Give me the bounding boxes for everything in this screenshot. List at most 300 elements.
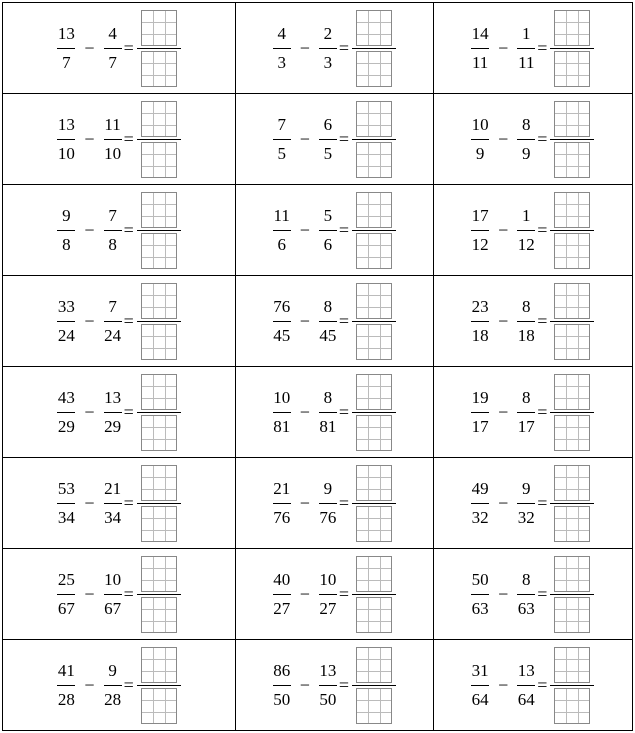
equals-sign: = — [123, 219, 134, 240]
answer-denominator-box[interactable] — [356, 506, 392, 542]
answer-fraction — [550, 192, 594, 269]
denominator: 5 — [277, 143, 286, 163]
subtraction-problem — [434, 647, 632, 724]
minus-sign: − — [84, 674, 95, 695]
fraction-bar — [104, 685, 122, 686]
minuend-fraction — [57, 297, 75, 346]
answer-denominator-box[interactable] — [141, 688, 177, 724]
fraction-bar — [471, 139, 489, 140]
denominator: 18 — [471, 325, 489, 345]
minus-sign: − — [299, 583, 310, 604]
answer-numerator-box[interactable] — [141, 192, 177, 228]
denominator: 45 — [273, 325, 291, 345]
answer-denominator-box[interactable] — [141, 506, 177, 542]
answer-fraction — [137, 10, 181, 87]
problem-cell — [236, 276, 433, 367]
fraction-bar — [104, 412, 122, 413]
fraction-bar — [319, 48, 337, 49]
answer-numerator-box[interactable] — [141, 556, 177, 592]
equals-sign: = — [338, 37, 349, 58]
subtraction-problem — [3, 556, 235, 633]
denominator: 81 — [319, 416, 337, 436]
equals-sign: = — [537, 310, 548, 331]
minus-sign: − — [299, 492, 310, 513]
subtrahend-fraction — [517, 661, 535, 710]
subtrahend-fraction — [104, 661, 122, 710]
numerator: 13 — [319, 660, 337, 680]
numerator: 11 — [104, 114, 121, 134]
fraction-bar — [273, 503, 291, 504]
denominator: 18 — [517, 325, 535, 345]
answer-numerator-box[interactable] — [554, 556, 590, 592]
subtrahend-fraction — [319, 24, 337, 73]
problem-cell — [3, 276, 236, 367]
minuend-fraction — [471, 570, 489, 619]
numerator: 9 — [108, 660, 117, 680]
fraction-bar — [57, 321, 75, 322]
denominator: 50 — [319, 689, 337, 709]
answer-denominator-box[interactable] — [554, 51, 590, 87]
fraction-bar — [471, 503, 489, 504]
fraction-bar — [104, 139, 122, 140]
fraction-bar — [319, 321, 337, 322]
answer-numerator-box[interactable] — [356, 283, 392, 319]
problem-cell — [433, 367, 632, 458]
fraction-bar — [517, 685, 535, 686]
denominator: 17 — [471, 416, 489, 436]
numerator: 23 — [471, 296, 489, 316]
minuend-fraction — [471, 661, 489, 710]
answer-denominator-box[interactable] — [356, 324, 392, 360]
fraction-bar — [352, 685, 396, 686]
fraction-bar — [104, 321, 122, 322]
numerator: 11 — [273, 205, 290, 225]
fraction-bar — [137, 503, 181, 504]
minuend-fraction — [471, 479, 489, 528]
equals-sign: = — [123, 674, 134, 695]
fraction-bar — [471, 594, 489, 595]
denominator: 34 — [57, 507, 75, 527]
fraction-bar — [550, 503, 594, 504]
numerator: 21 — [104, 478, 122, 498]
minuend-fraction — [471, 115, 489, 164]
denominator: 10 — [104, 143, 122, 163]
subtraction-problem — [434, 374, 632, 451]
answer-fraction — [352, 10, 396, 87]
minus-sign: − — [498, 219, 509, 240]
answer-numerator-box[interactable] — [554, 647, 590, 683]
minus-sign: − — [299, 219, 310, 240]
minus-sign: − — [498, 128, 509, 149]
problem-cell — [236, 367, 433, 458]
fraction-bar — [57, 685, 75, 686]
fraction-bar — [550, 48, 594, 49]
equals-sign: = — [338, 583, 349, 604]
numerator: 21 — [273, 478, 291, 498]
fraction-bar — [137, 230, 181, 231]
denominator: 63 — [517, 598, 535, 618]
answer-fraction — [137, 101, 181, 178]
worksheet-table — [2, 2, 633, 731]
problem-cell — [433, 640, 632, 731]
problem-cell — [3, 94, 236, 185]
numerator: 8 — [522, 296, 531, 316]
equals-sign: = — [537, 674, 548, 695]
fraction-bar — [273, 685, 291, 686]
answer-denominator-box[interactable] — [554, 506, 590, 542]
minuend-fraction — [273, 297, 291, 346]
denominator: 67 — [57, 598, 75, 618]
numerator: 13 — [57, 23, 75, 43]
answer-numerator-box[interactable] — [356, 647, 392, 683]
answer-numerator-box[interactable] — [554, 192, 590, 228]
problem-cell — [3, 458, 236, 549]
fraction-bar — [550, 594, 594, 595]
answer-numerator-box[interactable] — [554, 101, 590, 137]
denominator: 76 — [319, 507, 337, 527]
fraction-bar — [319, 503, 337, 504]
numerator: 50 — [471, 569, 489, 589]
answer-fraction — [137, 192, 181, 269]
answer-numerator-box[interactable] — [141, 101, 177, 137]
answer-numerator-box[interactable] — [356, 556, 392, 592]
fraction-bar — [550, 321, 594, 322]
subtrahend-fraction — [104, 206, 122, 255]
problem-cell — [236, 458, 433, 549]
fraction-bar — [352, 503, 396, 504]
equals-sign: = — [537, 128, 548, 149]
answer-fraction — [550, 647, 594, 724]
subtraction-problem — [434, 283, 632, 360]
numerator: 4 — [108, 23, 117, 43]
fraction-bar — [137, 412, 181, 413]
fraction-bar — [352, 412, 396, 413]
problem-cell — [3, 185, 236, 276]
minus-sign: − — [498, 401, 509, 422]
fraction-bar — [57, 48, 75, 49]
answer-numerator-box[interactable] — [554, 283, 590, 319]
denominator: 11 — [471, 52, 489, 72]
numerator: 10 — [471, 114, 489, 134]
minus-sign: − — [498, 583, 509, 604]
minuend-fraction — [57, 661, 75, 710]
denominator: 3 — [323, 52, 333, 72]
subtraction-problem — [3, 465, 235, 542]
minus-sign: − — [299, 310, 310, 331]
fraction-bar — [273, 139, 291, 140]
answer-denominator-box[interactable] — [554, 688, 590, 724]
minus-sign: − — [498, 310, 509, 331]
numerator: 1 — [522, 23, 531, 43]
numerator: 1 — [522, 205, 531, 225]
numerator: 9 — [323, 478, 333, 498]
minuend-fraction — [471, 206, 489, 255]
answer-denominator-box[interactable] — [554, 324, 590, 360]
minuend-fraction — [57, 479, 75, 528]
equals-sign: = — [537, 492, 548, 513]
problem-cell — [3, 367, 236, 458]
answer-denominator-box[interactable] — [356, 51, 392, 87]
denominator: 67 — [104, 598, 122, 618]
answer-denominator-box[interactable] — [356, 597, 392, 633]
minuend-fraction — [273, 115, 291, 164]
subtrahend-fraction — [517, 115, 535, 164]
fraction-bar — [104, 503, 122, 504]
fraction-bar — [57, 594, 75, 595]
minus-sign: − — [299, 128, 310, 149]
answer-numerator-box[interactable] — [356, 465, 392, 501]
fraction-bar — [137, 321, 181, 322]
answer-fraction — [550, 101, 594, 178]
fraction-bar — [137, 48, 181, 49]
minuend-fraction — [57, 115, 75, 164]
minus-sign: − — [299, 674, 310, 695]
numerator: 13 — [57, 114, 75, 134]
numerator: 7 — [277, 114, 286, 134]
subtrahend-fraction — [104, 115, 122, 164]
equals-sign: = — [338, 310, 349, 331]
subtrahend-fraction — [319, 570, 337, 619]
answer-numerator-box[interactable] — [141, 10, 177, 46]
problem-cell — [236, 185, 433, 276]
fraction-bar — [319, 685, 337, 686]
denominator: 64 — [517, 689, 535, 709]
answer-denominator-box[interactable] — [554, 415, 590, 451]
denominator: 32 — [517, 507, 535, 527]
numerator: 10 — [273, 387, 291, 407]
answer-numerator-box[interactable] — [141, 283, 177, 319]
answer-fraction — [137, 556, 181, 633]
problem-cell — [433, 549, 632, 640]
answer-fraction — [137, 374, 181, 451]
worksheet-row — [3, 3, 633, 94]
minuend-fraction — [57, 206, 75, 255]
fraction-bar — [57, 412, 75, 413]
denominator: 81 — [273, 416, 291, 436]
problem-cell — [3, 549, 236, 640]
denominator: 12 — [517, 234, 535, 254]
answer-numerator-box[interactable] — [554, 465, 590, 501]
subtrahend-fraction — [104, 297, 122, 346]
subtrahend-fraction — [517, 24, 535, 73]
fraction-bar — [352, 594, 396, 595]
subtrahend-fraction — [319, 206, 337, 255]
denominator: 76 — [273, 507, 291, 527]
answer-fraction — [550, 465, 594, 542]
numerator: 31 — [471, 660, 489, 680]
subtrahend-fraction — [517, 206, 535, 255]
subtraction-problem — [236, 283, 432, 360]
numerator: 33 — [57, 296, 75, 316]
answer-fraction — [352, 556, 396, 633]
denominator: 5 — [323, 143, 333, 163]
denominator: 24 — [104, 325, 122, 345]
answer-fraction — [352, 374, 396, 451]
problem-cell — [236, 549, 433, 640]
answer-denominator-box[interactable] — [356, 415, 392, 451]
minuend-fraction — [471, 297, 489, 346]
fraction-bar — [104, 48, 122, 49]
denominator: 63 — [471, 598, 489, 618]
denominator: 29 — [57, 416, 75, 436]
denominator: 24 — [57, 325, 75, 345]
worksheet-row — [3, 276, 633, 367]
answer-fraction — [352, 283, 396, 360]
denominator: 9 — [522, 143, 531, 163]
subtrahend-fraction — [319, 388, 337, 437]
subtraction-problem — [434, 10, 632, 87]
fraction-bar — [104, 594, 122, 595]
subtraction-problem — [434, 192, 632, 269]
fraction-bar — [550, 685, 594, 686]
answer-denominator-box[interactable] — [141, 324, 177, 360]
problem-cell — [236, 3, 433, 94]
problem-cell — [433, 94, 632, 185]
minuend-fraction — [273, 479, 291, 528]
fraction-bar — [352, 230, 396, 231]
equals-sign: = — [123, 492, 134, 513]
answer-denominator-box[interactable] — [141, 597, 177, 633]
numerator: 8 — [323, 296, 333, 316]
answer-denominator-box[interactable] — [356, 233, 392, 269]
worksheet-row — [3, 549, 633, 640]
subtraction-problem — [3, 283, 235, 360]
fraction-bar — [273, 412, 291, 413]
fraction-bar — [319, 412, 337, 413]
fraction-bar — [273, 594, 291, 595]
worksheet-row — [3, 185, 633, 276]
answer-numerator-box[interactable] — [356, 192, 392, 228]
denominator: 32 — [471, 507, 489, 527]
problem-cell — [3, 3, 236, 94]
numerator: 86 — [273, 660, 291, 680]
minuend-fraction — [273, 24, 291, 73]
denominator: 9 — [475, 143, 485, 163]
denominator: 50 — [273, 689, 291, 709]
minus-sign: − — [84, 219, 95, 240]
denominator: 8 — [108, 234, 117, 254]
fraction-bar — [517, 503, 535, 504]
answer-fraction — [137, 647, 181, 724]
denominator: 28 — [104, 689, 122, 709]
problem-cell — [236, 640, 433, 731]
answer-denominator-box[interactable] — [141, 233, 177, 269]
denominator: 6 — [277, 234, 286, 254]
denominator: 34 — [104, 507, 122, 527]
denominator: 64 — [471, 689, 489, 709]
numerator: 6 — [323, 114, 333, 134]
fraction-bar — [352, 321, 396, 322]
denominator: 7 — [62, 52, 71, 72]
equals-sign: = — [338, 401, 349, 422]
numerator: 8 — [522, 569, 531, 589]
answer-numerator-box[interactable] — [356, 101, 392, 137]
minus-sign: − — [84, 37, 95, 58]
subtrahend-fraction — [104, 388, 122, 437]
problem-cell — [433, 185, 632, 276]
subtrahend-fraction — [319, 661, 337, 710]
denominator: 6 — [323, 234, 333, 254]
numerator: 8 — [323, 387, 333, 407]
worksheet-row — [3, 367, 633, 458]
subtrahend-fraction — [319, 479, 337, 528]
subtrahend-fraction — [517, 479, 535, 528]
answer-denominator-box[interactable] — [356, 688, 392, 724]
answer-denominator-box[interactable] — [554, 142, 590, 178]
fraction-bar — [137, 139, 181, 140]
answer-numerator-box[interactable] — [554, 374, 590, 410]
answer-numerator-box[interactable] — [554, 10, 590, 46]
subtraction-problem — [236, 101, 432, 178]
fraction-bar — [137, 685, 181, 686]
answer-numerator-box[interactable] — [356, 374, 392, 410]
answer-numerator-box[interactable] — [141, 465, 177, 501]
answer-denominator-box[interactable] — [141, 142, 177, 178]
fraction-bar — [273, 230, 291, 231]
answer-fraction — [137, 283, 181, 360]
answer-fraction — [550, 283, 594, 360]
subtraction-problem — [3, 192, 235, 269]
subtraction-problem — [434, 101, 632, 178]
fraction-bar — [273, 321, 291, 322]
fraction-bar — [352, 139, 396, 140]
denominator: 12 — [471, 234, 489, 254]
answer-denominator-box[interactable] — [141, 415, 177, 451]
subtrahend-fraction — [104, 570, 122, 619]
problem-cell — [433, 3, 632, 94]
answer-numerator-box[interactable] — [141, 374, 177, 410]
answer-fraction — [352, 465, 396, 542]
equals-sign: = — [123, 37, 134, 58]
answer-fraction — [550, 556, 594, 633]
denominator: 17 — [517, 416, 535, 436]
minus-sign: − — [498, 37, 509, 58]
subtraction-problem — [236, 192, 432, 269]
fraction-bar — [517, 139, 535, 140]
minuend-fraction — [471, 388, 489, 437]
fraction-bar — [471, 321, 489, 322]
minuend-fraction — [57, 388, 75, 437]
minus-sign: − — [498, 674, 509, 695]
subtrahend-fraction — [104, 479, 122, 528]
numerator: 2 — [323, 23, 333, 43]
answer-numerator-box[interactable] — [141, 647, 177, 683]
fraction-bar — [517, 594, 535, 595]
subtrahend-fraction — [319, 115, 337, 164]
subtraction-problem — [236, 556, 432, 633]
answer-numerator-box[interactable] — [356, 10, 392, 46]
fraction-bar — [550, 230, 594, 231]
answer-fraction — [137, 465, 181, 542]
fraction-bar — [352, 48, 396, 49]
denominator: 27 — [319, 598, 337, 618]
numerator: 40 — [273, 569, 291, 589]
fraction-bar — [319, 230, 337, 231]
subtraction-problem — [3, 374, 235, 451]
denominator: 8 — [62, 234, 71, 254]
numerator: 8 — [522, 114, 531, 134]
answer-denominator-box[interactable] — [554, 597, 590, 633]
equals-sign: = — [123, 401, 134, 422]
fraction-bar — [517, 321, 535, 322]
answer-denominator-box[interactable] — [141, 51, 177, 87]
equals-sign: = — [123, 128, 134, 149]
minus-sign: − — [84, 401, 95, 422]
minus-sign: − — [84, 492, 95, 513]
answer-denominator-box[interactable] — [554, 233, 590, 269]
equals-sign: = — [123, 310, 134, 331]
answer-denominator-box[interactable] — [356, 142, 392, 178]
